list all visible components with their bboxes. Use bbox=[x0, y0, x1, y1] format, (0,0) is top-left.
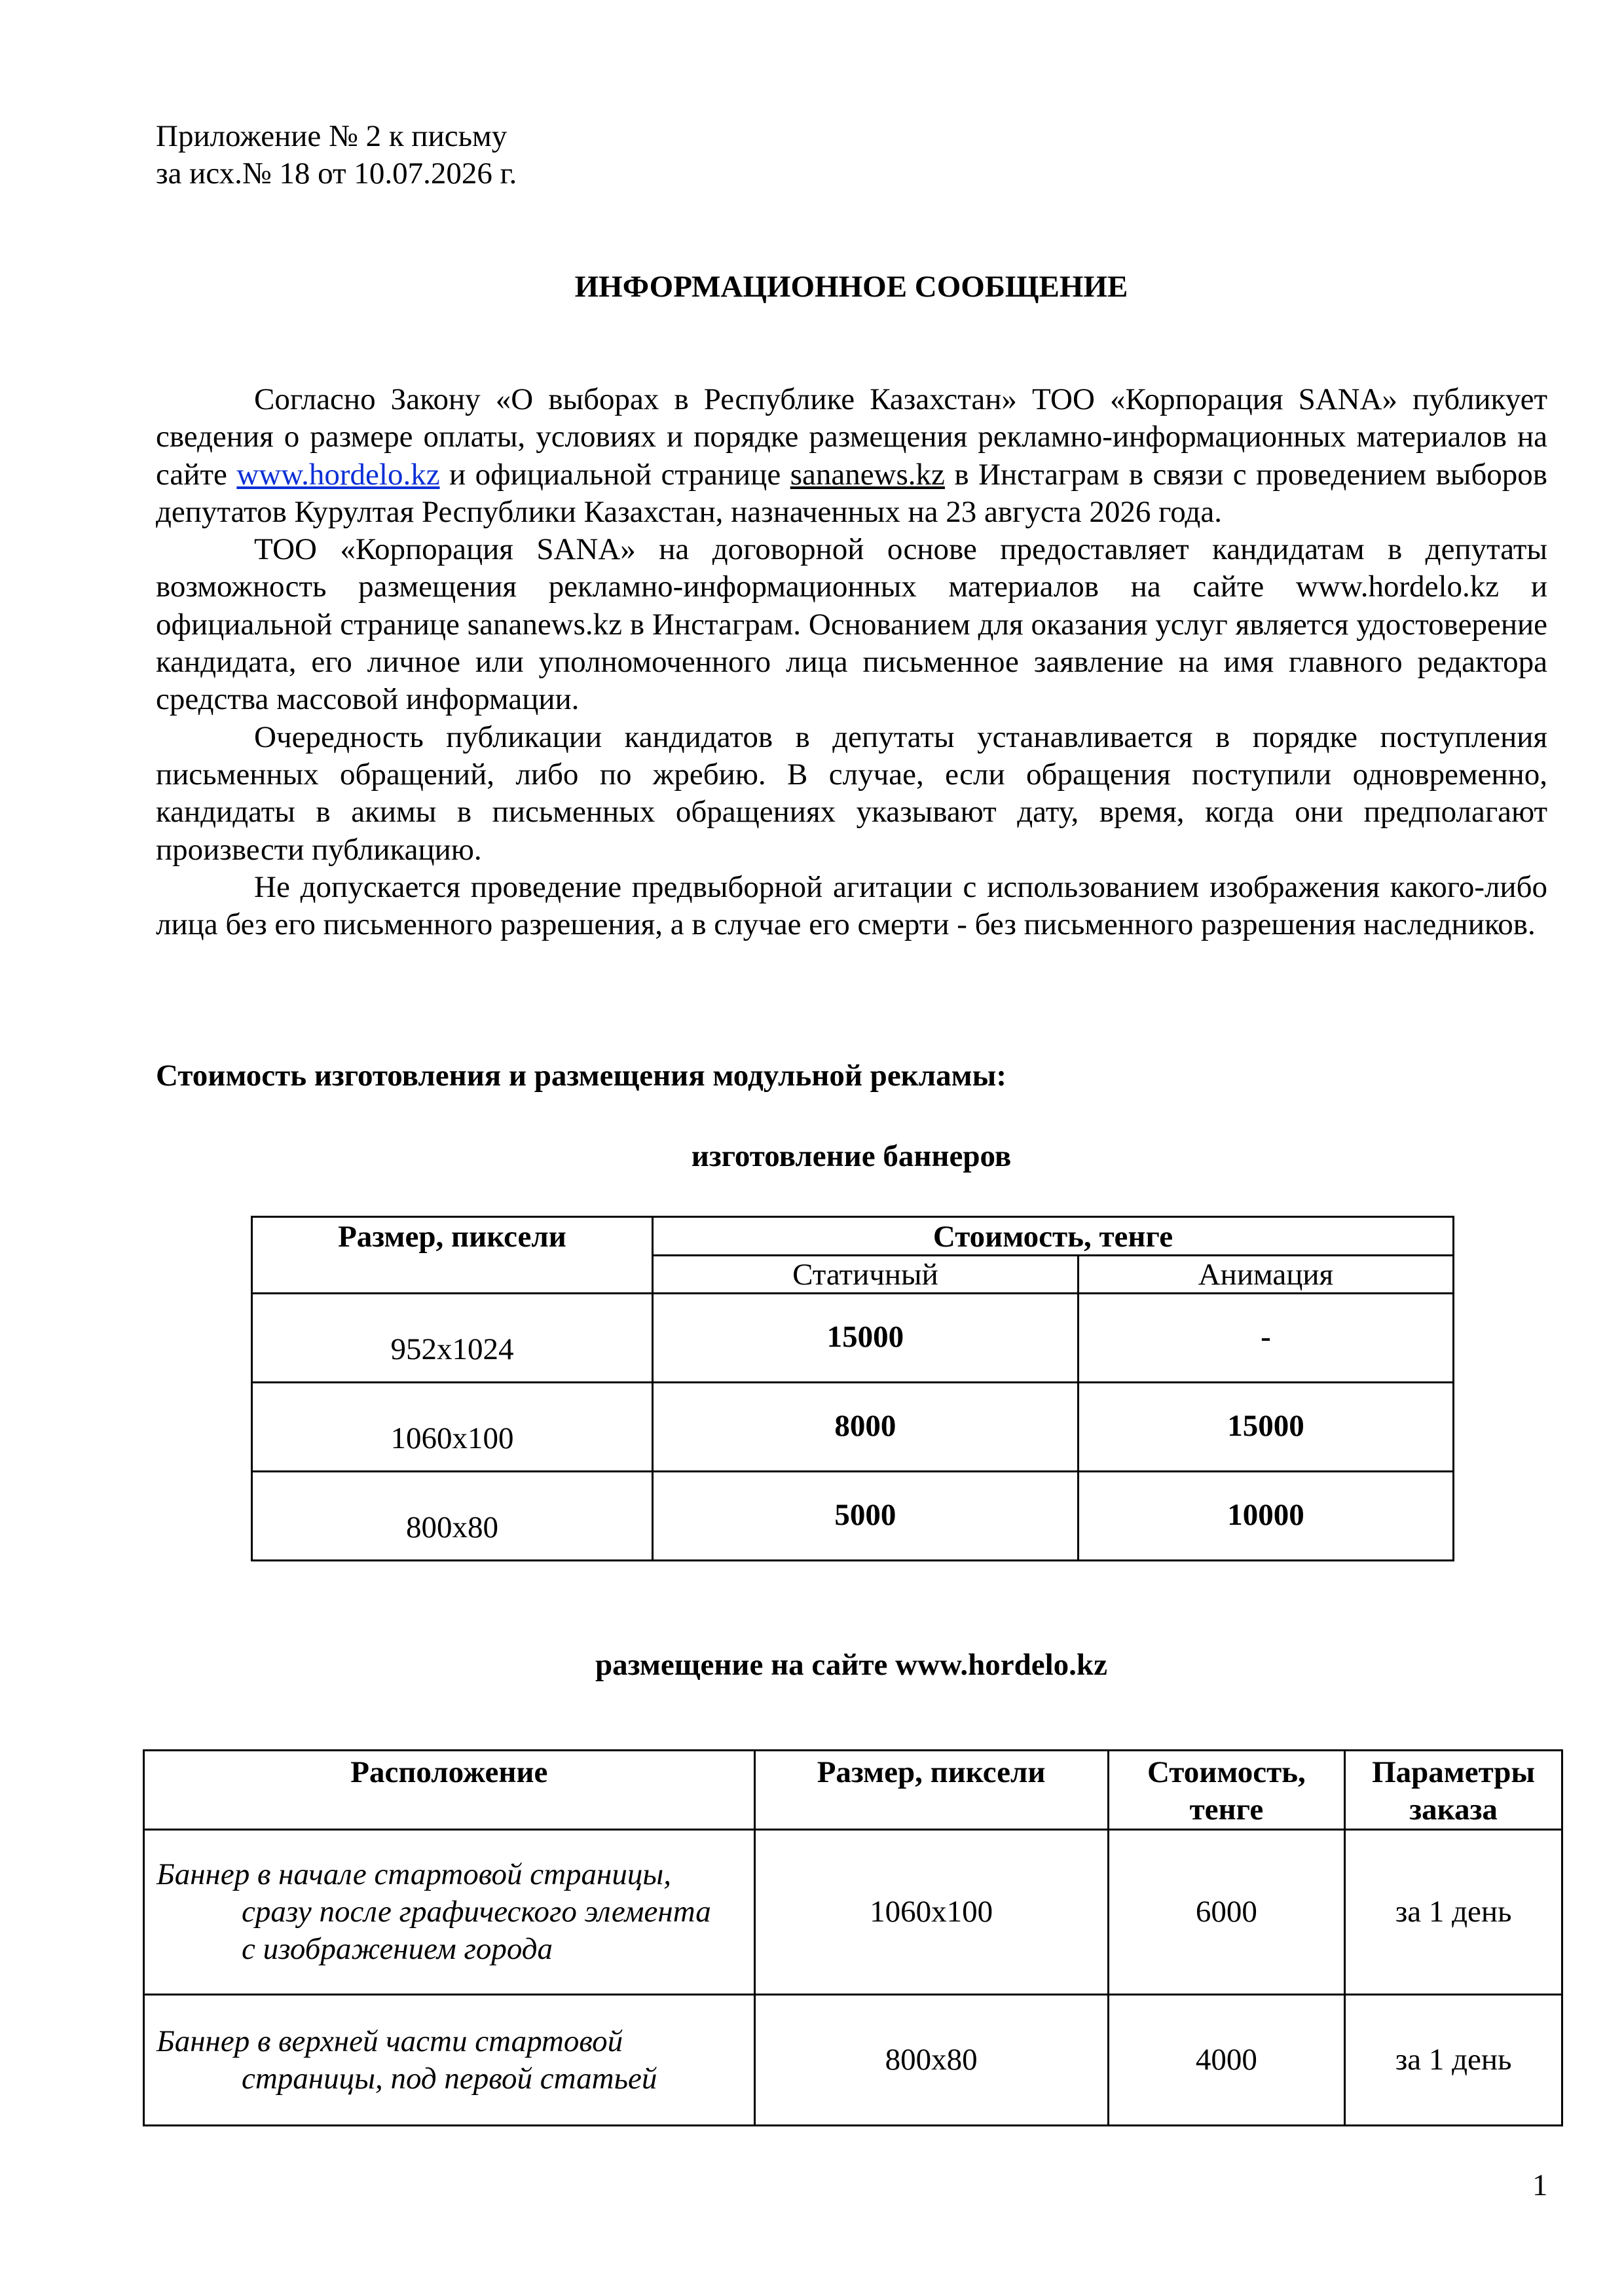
static-price-cell: 15000 bbox=[652, 1294, 1078, 1383]
column-header-cost-line-1: Стоимость, bbox=[1147, 1755, 1306, 1789]
cost-cell: 6000 bbox=[1108, 1830, 1345, 1995]
table-header-row bbox=[144, 1751, 1562, 1830]
column-header-static: Статичный bbox=[652, 1256, 1078, 1294]
cost-cell: 4000 bbox=[1108, 1995, 1345, 2126]
size-cell: 952x1024 bbox=[252, 1294, 653, 1383]
sananews-link[interactable]: sananews.kz bbox=[790, 457, 945, 492]
column-header-params-line-2: заказа bbox=[1409, 1793, 1498, 1827]
column-header-params bbox=[1345, 1751, 1562, 1830]
appendix-line-1: Приложение № 2 к письму bbox=[156, 119, 507, 153]
paragraph-1 bbox=[156, 381, 1547, 531]
banner-production-heading: изготовление баннеров bbox=[691, 1139, 1012, 1173]
paragraph-1-text-c: в Инстаграм в связи с проведением выборов депутатов Курултая Республики Казахстан, назначенных на 23 августа 2026 года. bbox=[156, 457, 1547, 529]
animation-price-cell: - bbox=[1078, 1294, 1453, 1383]
paragraph-3: Очередность публикации кандидатов в депутаты устанавливается в порядке поступления письменных обращений, либо по жребию. В случае, если обращения поступили одновременно, кандидаты в акимы в письменных обращениях указывают дату, время, когда они предполагают произвести публикацию. bbox=[156, 720, 1547, 867]
paragraph-2: ТОО «Корпорация SANA» на договорной основе предоставляет кандидатам в депутаты возможность размещения рекламно-информационных материалов на сайте www.hordelo.kz и официальной странице sananews.kz в Инстаграм. Основанием для оказания услуг является удостоверение кандидата, его личное или уполномоченного лица письменное заявление на имя главного редактора средства массовой информации. bbox=[156, 532, 1547, 717]
table-row bbox=[252, 1294, 1454, 1383]
hordelo-link[interactable]: www.hordelo.kz bbox=[236, 457, 440, 492]
size-cell: 800x80 bbox=[754, 1995, 1108, 2126]
paragraph-1-text-a: Согласно Закону «О выборах в Республике Казахстан» ТОО «Корпорация SANA» публикует сведения о размере оплаты, условиях и порядке размещения рекламно-информационных материалов на сайте bbox=[156, 382, 1547, 492]
paragraph-1-text-b: и официальной странице bbox=[439, 457, 790, 492]
table-row bbox=[144, 1830, 1562, 1995]
location-cell bbox=[144, 1830, 755, 1995]
static-price-cell: 8000 bbox=[652, 1383, 1078, 1472]
static-price-cell: 5000 bbox=[652, 1472, 1078, 1561]
table-header-row bbox=[252, 1217, 1454, 1256]
pricing-section-heading: Стоимость изготовления и размещения модульной рекламы: bbox=[156, 1059, 1006, 1093]
location-cell bbox=[144, 1995, 755, 2126]
column-header-cost bbox=[1108, 1751, 1345, 1830]
body-text bbox=[156, 381, 1547, 943]
column-header-size: Размер, пиксели bbox=[252, 1217, 653, 1294]
table-row bbox=[144, 1995, 1562, 2126]
location-line-2: страницы, под первой статьей bbox=[242, 2061, 657, 2096]
appendix-reference bbox=[156, 118, 517, 192]
page-number: 1 bbox=[1532, 2168, 1548, 2202]
column-header-cost-line-2: тенге bbox=[1189, 1793, 1264, 1827]
document-title: ИНФОРМАЦИОННОЕ СООБЩЕНИЕ bbox=[574, 270, 1128, 304]
website-placement-table bbox=[143, 1749, 1563, 2126]
location-line-1: Баннер в начале стартовой страницы, bbox=[157, 1857, 671, 1891]
paragraph-4: Не допускается проведение предвыборной агитации с использованием изображения какого-либо лица без его письменного разрешения, а в случае его смерти - без письменного разрешения наследников. bbox=[156, 869, 1547, 942]
animation-price-cell: 10000 bbox=[1078, 1472, 1453, 1561]
column-header-size: Размер, пиксели bbox=[754, 1751, 1108, 1830]
params-cell: за 1 день bbox=[1345, 1830, 1562, 1995]
location-line-3: с изображением города bbox=[242, 1932, 553, 1966]
column-header-cost: Стоимость, тенге bbox=[652, 1217, 1453, 1256]
size-cell: 1060x100 bbox=[754, 1830, 1108, 1995]
table-row bbox=[252, 1383, 1454, 1472]
location-line-2: сразу после графического элемента bbox=[242, 1895, 711, 1929]
params-cell: за 1 день bbox=[1345, 1995, 1562, 2126]
appendix-line-2: за исх.№ 18 от 10.07.2026 г. bbox=[156, 156, 517, 191]
column-header-params-line-1: Параметры bbox=[1372, 1755, 1536, 1789]
banner-production-table bbox=[251, 1216, 1454, 1561]
table-row bbox=[252, 1472, 1454, 1561]
size-cell: 800x80 bbox=[252, 1472, 653, 1561]
website-placement-heading: размещение на сайте www.hordelo.kz bbox=[595, 1648, 1107, 1682]
column-header-animation: Анимация bbox=[1078, 1256, 1453, 1294]
location-line-1: Баннер в верхней части стартовой bbox=[157, 2024, 623, 2058]
size-cell: 1060x100 bbox=[252, 1383, 653, 1472]
animation-price-cell: 15000 bbox=[1078, 1383, 1453, 1472]
column-header-location: Расположение bbox=[144, 1751, 755, 1830]
